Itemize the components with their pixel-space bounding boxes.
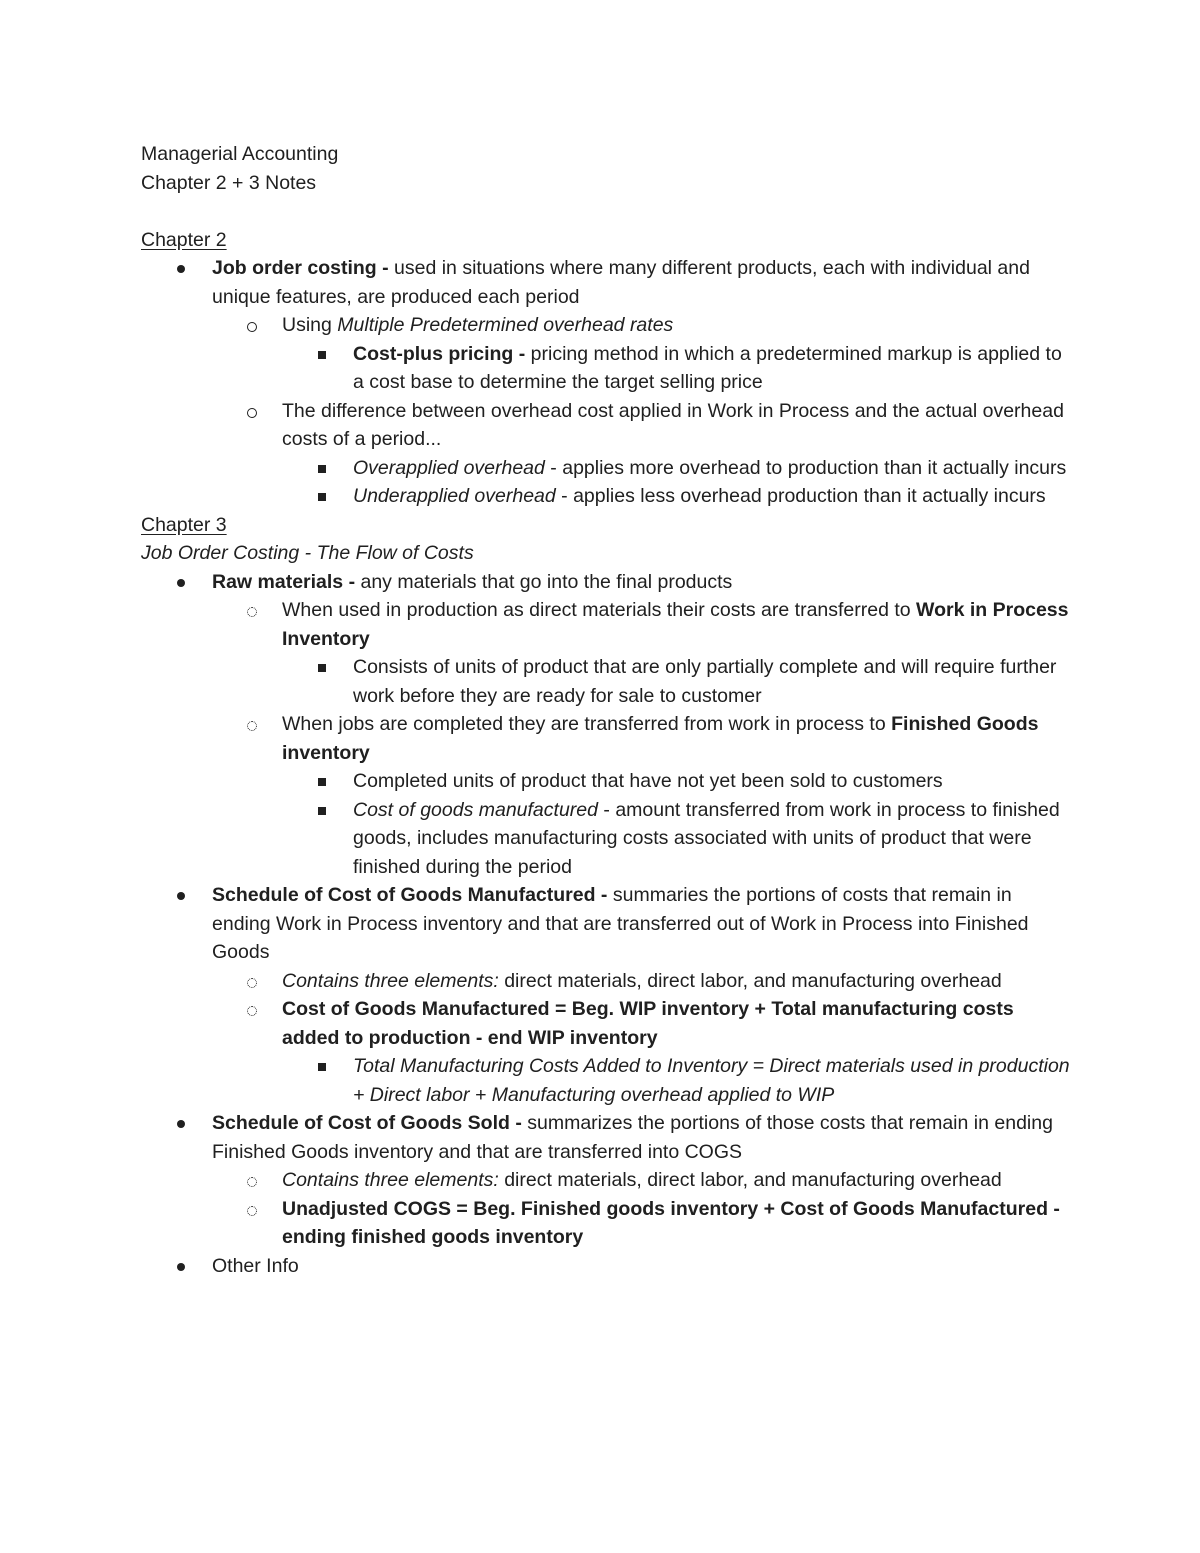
square-bullet-icon [318,340,326,370]
disc-bullet-icon [177,1109,185,1139]
definition: - applies less overhead production than it actually incurs [555,485,1046,507]
dotted-circle-bullet-icon [247,967,257,998]
list-item-cogm-elements [141,967,1071,996]
bold-term: Work in Process Inventory [282,599,1069,650]
bold-term: Finished Goods inventory [282,713,1039,764]
chapter-2-heading: Chapter 2 [141,228,227,251]
list-item-underapplied [141,482,1071,511]
list-item-cogs-formula [141,1195,1071,1252]
italic-term: Multiple Predetermined overhead rates [337,314,674,336]
formula: Cost of Goods Manufactured = Beg. WIP inventory + Total manufacturing costs added to production - end WIP inventory [282,998,1014,1049]
italic-term: Underapplied overhead [353,485,556,507]
italic-term: Overapplied overhead [353,456,545,479]
text: Other Info [212,1254,299,1277]
term: Raw materials - [212,570,361,593]
text: direct materials, direct labor, and manufacturing overhead [498,969,1002,992]
list-item-schedule-cogs [141,1109,1071,1166]
italic-term: Contains three elements: [282,969,499,992]
definition: used in situations where many different products, each with individual and unique features, are produced each period [212,257,1030,308]
term: Cost-plus pricing - [353,342,531,365]
disc-bullet-icon [177,254,185,284]
text: When used in production as direct materials their costs are transferred to [282,599,917,621]
definition: any materials that go into the final products [360,570,733,593]
list-item-overapplied [141,454,1071,483]
text: When jobs are completed they are transferred from work in process to [282,713,892,735]
term: Job order costing - [212,257,395,279]
spacer [141,197,1071,226]
italic-term: Contains three elements: [282,1169,499,1191]
definition: pricing method in which a predetermined markup is applied to a cost base to determine the target selling price [353,342,1062,393]
square-bullet-icon [318,482,326,512]
dotted-circle-bullet-icon [247,995,257,1026]
text: Using [282,314,338,336]
italic-term: Cost of goods manufactured [353,798,598,821]
definition: summarizes the portions of those costs that remain in ending Finished Goods inventory and that are transferred into COGS [212,1112,1053,1163]
square-bullet-icon [318,767,326,797]
square-bullet-icon [318,1052,326,1082]
square-bullet-icon [318,653,326,683]
list-item-other-info [141,1252,1071,1281]
list-item-cost-plus-pricing [141,340,1071,397]
list-item-schedule-cogm [141,881,1071,967]
list-item-predetermined-rates [141,311,1071,340]
chapter-3-heading: Chapter 3 [141,513,227,536]
square-bullet-icon [318,454,326,484]
dotted-circle-bullet-icon [247,710,257,741]
list-item-wip-transfer [141,596,1071,653]
text: Completed units of product that have not yet been sold to customers [353,770,943,792]
term: Schedule of Cost of Goods Sold - [212,1112,528,1134]
list-item-cogm-formula [141,995,1071,1052]
formula: Total Manufacturing Costs Added to Inventory = Direct materials used in production + Direct labor + Manufacturing overhead applied to WIP [353,1055,1070,1106]
circle-bullet-icon [247,397,257,428]
list-item-raw-materials [141,568,1071,597]
text: The difference between overhead cost applied in Work in Process and the actual overhead costs of a period... [282,399,1064,450]
document-subtitle: Chapter 2 + 3 Notes [141,171,317,194]
formula: Unadjusted COGS = Beg. Finished goods inventory + Cost of Goods Manufactured - ending finished goods inventory [282,1197,1060,1248]
disc-bullet-icon [177,1252,185,1282]
term: Schedule of Cost of Goods Manufactured - [212,884,613,906]
dotted-circle-bullet-icon [247,596,257,627]
square-bullet-icon [318,796,326,826]
definition: - amount transferred from work in process to finished goods, includes manufacturing costs associated with units of product that were finished during the period [353,798,1060,878]
circle-bullet-icon [247,311,257,342]
dotted-circle-bullet-icon [247,1166,257,1197]
list-item-cogm-definition [141,796,1071,882]
list-item-overhead-difference [141,397,1071,454]
text: Consists of units of product that are only partially complete and will require further work before they are ready for sale to customer [353,656,1057,707]
list-item-finished-goods-transfer [141,710,1071,767]
document-title: Managerial Accounting [141,143,339,165]
list-item-job-order-costing [141,254,1071,311]
list-item-finished-goods-definition [141,767,1071,796]
chapter-3-subheading: Job Order Costing - The Flow of Costs [141,542,474,564]
disc-bullet-icon [177,568,185,598]
dotted-circle-bullet-icon [247,1195,257,1226]
document-page [141,140,1071,1280]
list-item-total-mfg-costs [141,1052,1071,1109]
list-item-wip-definition [141,653,1071,710]
definition: - applies more overhead to production than it actually incurs [544,456,1067,479]
disc-bullet-icon [177,881,185,911]
text: direct materials, direct labor, and manufacturing overhead [498,1169,1002,1191]
definition: summaries the portions of costs that remain in ending Work in Process inventory and that are transferred out of Work in Process into Finished Goods [212,884,1029,963]
list-item-cogs-elements [141,1166,1071,1195]
